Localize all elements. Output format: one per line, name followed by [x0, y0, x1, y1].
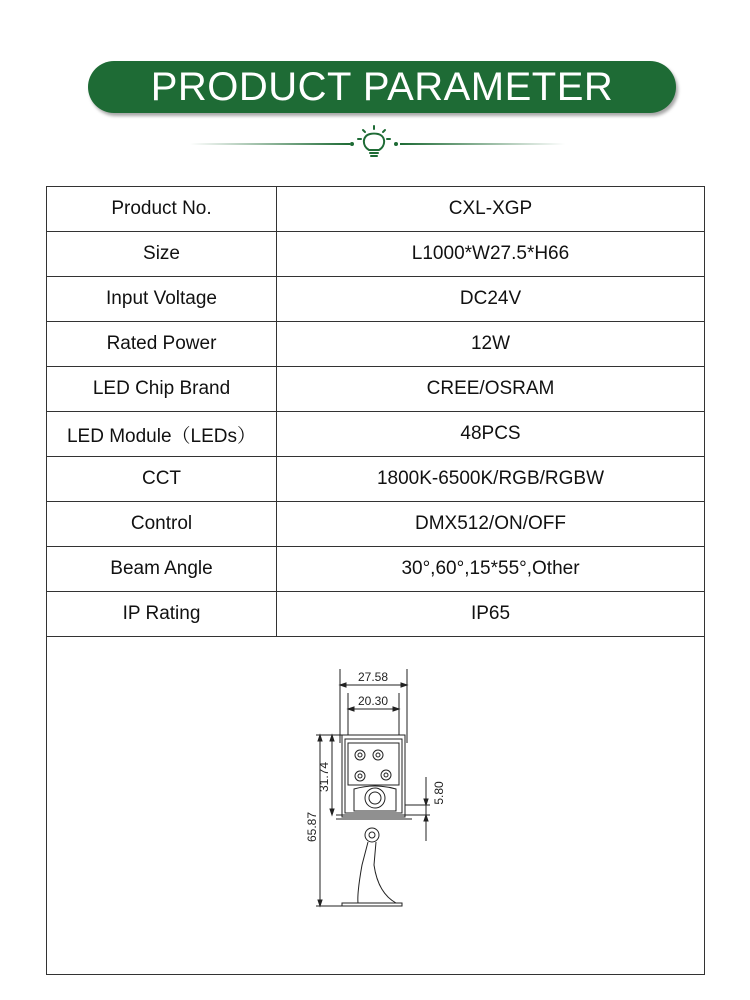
dim-inner-width: 20.30 — [357, 694, 389, 708]
spec-label: Control — [47, 502, 277, 547]
spec-label: CCT — [47, 457, 277, 502]
dim-upper-height: 31.74 — [317, 761, 331, 793]
spec-value: L1000*W27.5*H66 — [277, 232, 705, 277]
spec-value: 48PCS — [277, 412, 705, 457]
spec-label: Size — [47, 232, 277, 277]
page-title: PRODUCT PARAMETER — [150, 65, 614, 109]
spec-label: Rated Power — [47, 322, 277, 367]
table-row — [47, 277, 705, 322]
spec-value: DC24V — [277, 277, 705, 322]
spec-value: CXL-XGP — [277, 187, 705, 232]
spec-label: Beam Angle — [47, 547, 277, 592]
spec-value: DMX512/ON/OFF — [277, 502, 705, 547]
table-row — [47, 187, 705, 232]
spec-label: LED Chip Brand — [47, 367, 277, 412]
table-row — [47, 457, 705, 502]
dim-side-offset: 5.80 — [432, 781, 446, 805]
lightbulb-icon — [358, 126, 390, 156]
dim-total-height: 65.87 — [305, 811, 319, 843]
spec-value: 12W — [277, 322, 705, 367]
spec-label: LED Module（LEDs） — [47, 412, 277, 457]
spec-label: Input Voltage — [47, 277, 277, 322]
profile-drawing — [302, 665, 452, 910]
spec-label: IP Rating — [47, 592, 277, 637]
spec-value: 30°,60°,15*55°,Other — [277, 547, 705, 592]
spec-label: Product No. — [47, 187, 277, 232]
spec-value: CREE/OSRAM — [277, 367, 705, 412]
dim-overall-width: 27.58 — [357, 670, 389, 684]
spec-value: 1800K-6500K/RGB/RGBW — [277, 457, 705, 502]
spec-value: IP65 — [277, 592, 705, 637]
table-row — [47, 367, 705, 412]
table-row — [47, 412, 705, 457]
table-row — [47, 592, 705, 637]
table-row — [47, 502, 705, 547]
spec-table — [46, 186, 705, 637]
title-divider — [190, 124, 565, 164]
table-row — [47, 547, 705, 592]
technical-drawing-panel — [46, 633, 705, 975]
table-row — [47, 322, 705, 367]
title-banner — [88, 61, 676, 113]
table-row — [47, 232, 705, 277]
